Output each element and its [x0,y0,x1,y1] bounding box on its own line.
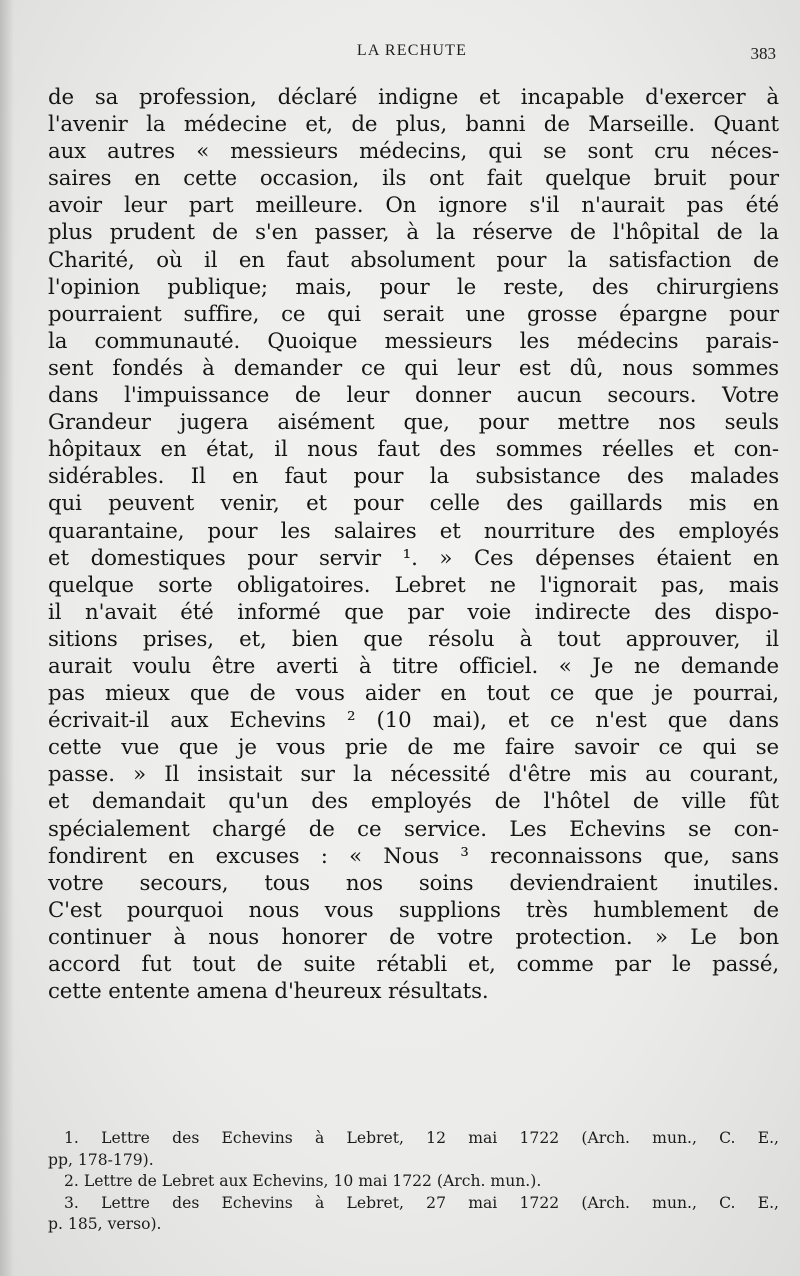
text-line: la communauté. Quoique messieurs les médecins parais- [48,328,779,354]
footnote-1: 1. Lettre des Echevins à Lebret, 12 mai 1722 (Arch. mun., C. E., [64,1129,779,1147]
text-line: écrivait-il aux Echevins ² (10 mai), et ce n'est que dans [48,708,779,734]
text-line: aurait voulu être averti à titre officiel. « Je ne demande [48,653,779,679]
text-line: C'est pourquoi nous vous supplions très humblement de [48,897,779,923]
text-line: Charité, où il en faut absolument pour la satisfaction de [48,247,779,273]
body-text [48,84,779,1005]
text-line: continuer à nous honorer de votre protection. » Le bon [48,924,779,950]
text-line: sidérables. Il en faut pour la subsistance des malades [48,464,779,490]
text-line: spécialement chargé de ce service. Les Echevins se con- [48,816,779,842]
text-line: Grandeur jugera aisément que, pour mettre nos seuls [48,410,779,436]
footnote-3: 3. Lettre des Echevins à Lebret, 27 mai 1722 (Arch. mun., C. E., [64,1193,779,1212]
text-line: hôpitaux en état, il nous faut des sommes réelles et con- [48,437,779,463]
text-line: quelque sorte obligatoires. Lebret ne l'ignorait pas, mais [48,572,779,598]
text-line: accord fut tout de suite rétabli et, comme par le passé, [48,952,779,977]
text-line: l'opinion publique; mais, pour le reste, des chirurgiens [48,274,779,300]
page-number: 383 [750,44,776,63]
text-line: et demandait qu'un des employés de l'hôtel de ville fût [48,789,779,815]
footnote-3-continuation: p. 185, verso). [48,1215,162,1233]
footnotes [48,1128,779,1236]
text-line: pourraient suffire, ce qui serait une grosse épargne pour [48,301,779,327]
page-header [48,42,776,66]
text-line: et domestiques pour servir ¹. » Ces dépenses étaient en [48,545,779,571]
text-line: aux autres « messieurs médecins, qui se sont cru néces- [48,139,779,165]
text-line: cette vue que je vous prie de me faire savoir ce qui se [48,735,779,761]
text-line: cette entente amena d'heureux résultats. [48,979,489,1005]
footnote-2: 2. Lettre de Lebret aux Echevins, 10 mai 1722 (Arch. mun.). [64,1172,542,1190]
text-line: sitions prises, et, bien que résolu à tout approuver, il [48,626,779,652]
text-line: plus prudent de s'en passer, à la réserve de l'hôpital de la [48,220,779,246]
text-line: sent fondés à demander ce qui leur est dû, nous sommes [48,355,779,381]
running-head: LA RECHUTE [356,42,468,59]
text-line: fondirent en excuses : « Nous ³ reconnaissons que, sans [48,843,779,869]
text-line: dans l'impuissance de leur donner aucun secours. Votre [48,383,779,409]
text-line: saires en cette occasion, ils ont fait quelque bruit pour [48,166,779,192]
text-line: passe. » Il insistait sur la nécessité d'être mis au courant, [48,762,779,788]
text-line: il n'avait été informé que par voie indirecte des dispo- [48,599,779,625]
footnote-1-continuation: pp, 178-179). [48,1150,154,1169]
text-line: de sa profession, déclaré indigne et incapable d'exercer à [48,85,779,110]
text-line: qui peuvent venir, et pour celle des gaillards mis en [48,491,779,517]
text-line: quarantaine, pour les salaires et nourriture des employés [48,518,779,544]
text-line: avoir leur part meilleure. On ignore s'il n'aurait pas été [48,193,779,219]
text-line: l'avenir la médecine et, de plus, banni de Marseille. Quant [48,112,779,138]
text-line: pas mieux que de vous aider en tout ce que je pourrai, [48,681,779,707]
text-line: votre secours, tous nos soins deviendraient inutiles. [48,870,779,896]
